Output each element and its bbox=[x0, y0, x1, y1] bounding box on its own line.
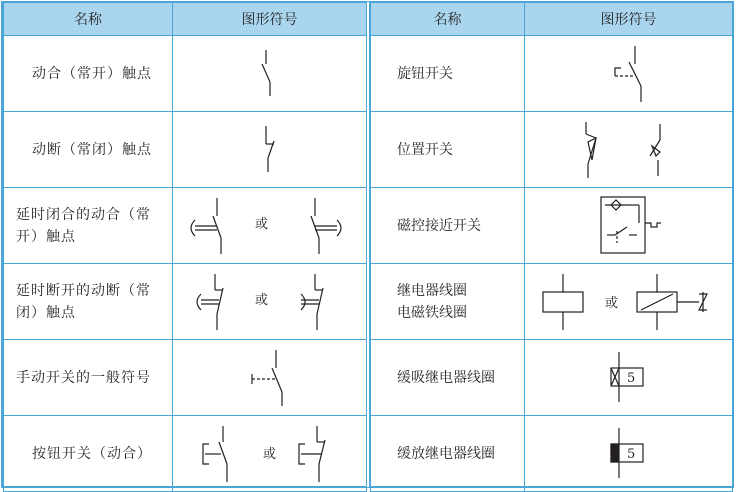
table-row bbox=[371, 416, 733, 492]
header-name: 名称 bbox=[371, 3, 525, 36]
table-row bbox=[371, 340, 733, 416]
slow-operate-coil-symbol bbox=[525, 340, 733, 416]
table-row bbox=[4, 264, 367, 340]
table-row bbox=[4, 416, 367, 492]
slow-release-coil-icon bbox=[589, 422, 669, 486]
table-row bbox=[371, 36, 733, 112]
manual-switch-symbol bbox=[173, 340, 367, 416]
row-name: 缓放继电器线圈 bbox=[371, 416, 525, 492]
header-symbol: 图形符号 bbox=[525, 3, 733, 36]
row-name: 缓吸继电器线圈 bbox=[371, 340, 525, 416]
or-label: 或 bbox=[604, 295, 618, 311]
no-contact-icon bbox=[240, 44, 300, 104]
or-label: 或 bbox=[262, 446, 276, 462]
row-name: 旋钮开关 bbox=[371, 36, 525, 112]
nc-contact-symbol bbox=[173, 112, 367, 188]
coil-label: 5 bbox=[626, 370, 635, 386]
table-row bbox=[371, 264, 733, 340]
manual-switch-icon bbox=[230, 346, 310, 410]
row-name: 延时断开的动断（常闭）触点 bbox=[4, 264, 173, 340]
table-row bbox=[4, 340, 367, 416]
pushbutton-no-symbol bbox=[173, 416, 367, 492]
or-label: 或 bbox=[254, 216, 268, 232]
or-label: 或 bbox=[254, 292, 268, 308]
row-name: 动合（常开）触点 bbox=[4, 36, 173, 112]
table-row bbox=[4, 36, 367, 112]
proximity-switch-symbol bbox=[525, 188, 733, 264]
row-name: 延时闭合的动合（常开）触点 bbox=[4, 188, 173, 264]
row-name: 手动开关的一般符号 bbox=[4, 340, 173, 416]
delay-close-no-contact-symbol bbox=[173, 188, 367, 264]
delay-open-nc-contact-symbol bbox=[173, 264, 367, 340]
pushbutton-no-icon bbox=[175, 422, 365, 486]
header-name: 名称 bbox=[4, 3, 173, 36]
delay-close-no-contact-icon bbox=[175, 194, 365, 258]
row-name: 动断（常闭）触点 bbox=[4, 112, 173, 188]
rotary-switch-icon bbox=[589, 42, 669, 106]
header-symbol: 图形符号 bbox=[173, 3, 367, 36]
rotary-switch-symbol bbox=[525, 36, 733, 112]
proximity-switch-icon bbox=[589, 193, 669, 259]
symbol-table-right bbox=[370, 2, 733, 492]
slow-operate-coil-icon bbox=[589, 346, 669, 410]
symbol-table-left bbox=[3, 2, 367, 492]
no-contact-symbol bbox=[173, 36, 367, 112]
limit-switch-symbol bbox=[525, 112, 733, 188]
table-row bbox=[4, 112, 367, 188]
row-name: 位置开关 bbox=[371, 112, 525, 188]
table-row bbox=[371, 188, 733, 264]
delay-open-nc-contact-icon bbox=[175, 270, 365, 334]
coil-label: 5 bbox=[626, 446, 635, 462]
limit-switch-icon bbox=[564, 118, 694, 182]
slow-release-coil-symbol bbox=[525, 416, 733, 492]
nc-contact-icon bbox=[240, 120, 300, 180]
row-name: 磁控接近开关 bbox=[371, 188, 525, 264]
table-row bbox=[371, 112, 733, 188]
row-name: 继电器线圈 电磁铁线圈 bbox=[371, 264, 525, 340]
table-row bbox=[4, 188, 367, 264]
relay-coil-symbol bbox=[525, 264, 733, 340]
row-name: 按钮开关（动合） bbox=[4, 416, 173, 492]
relay-coil-icon bbox=[529, 270, 729, 334]
